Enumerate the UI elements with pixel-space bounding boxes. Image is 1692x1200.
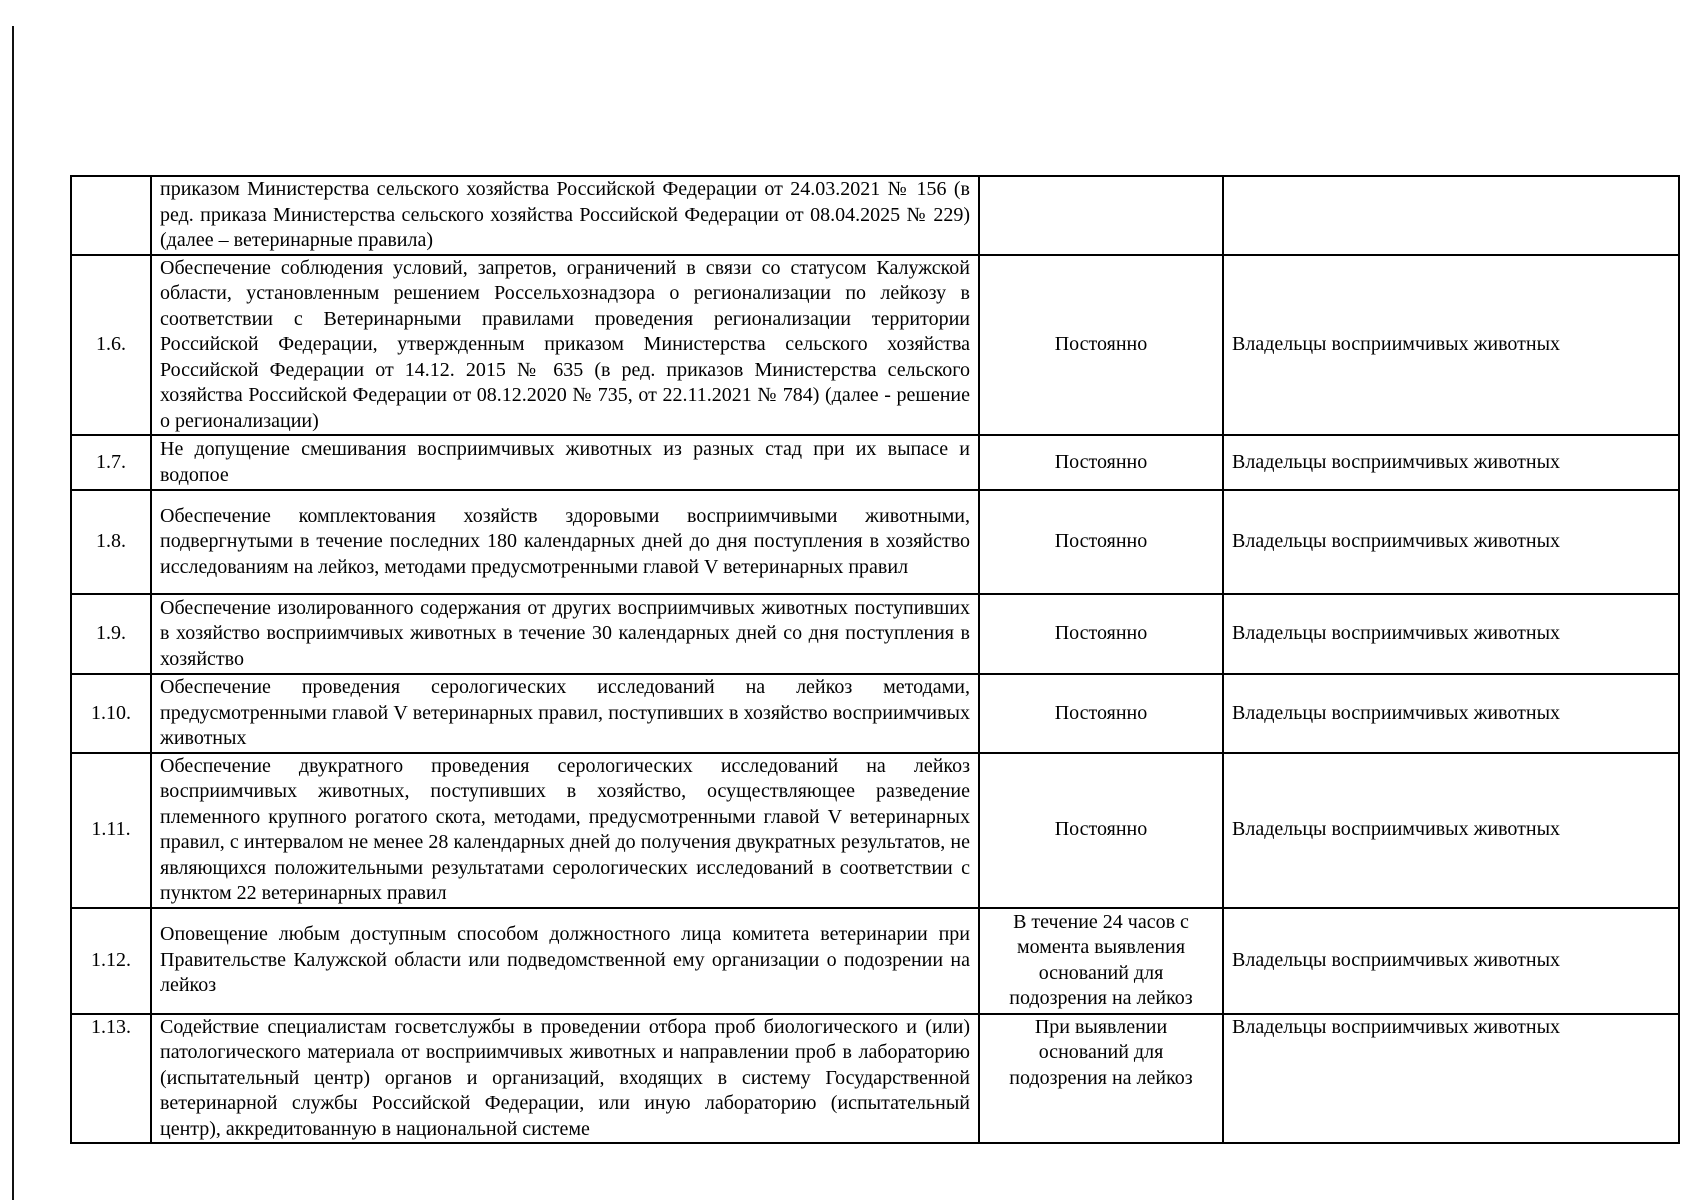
measures-table xyxy=(70,175,1680,1144)
responsible-cell: Владельцы восприимчивых животных xyxy=(1223,435,1679,490)
row-number: 1.8. xyxy=(71,490,151,594)
measure-text: Не допущение смешивания восприимчивых животных из разных стад при их выпасе и водопое xyxy=(151,435,979,490)
deadline-cell: Постоянно xyxy=(979,255,1223,436)
responsible-cell: Владельцы восприимчивых животных xyxy=(1223,908,1679,1014)
deadline-cell: Постоянно xyxy=(979,435,1223,490)
row-number: 1.6. xyxy=(71,255,151,436)
measure-text: Содействие специалистам госветслужбы в проведении отбора проб биологического и (или) патологического материала от восприимчивых животных и направлении проб в лабораторию (испытательный центр) органов и организаций, входящих в систему Государственной ветеринарной службы Российской Федерации, или иную лабораторию (испытательный центр), аккредитованную в национальной системе xyxy=(151,1014,979,1144)
measure-text: Обеспечение изолированного содержания от других восприимчивых животных поступивших в хозяйство восприимчивых животных в течение 30 календарных дней со дня поступления в хозяйство xyxy=(151,594,979,674)
row-number: 1.11. xyxy=(71,753,151,908)
deadline-cell: В течение 24 часов с момента выявления оснований для подозрения на лейкоз xyxy=(979,908,1223,1014)
table-row-continuation xyxy=(71,176,1679,255)
measure-text: Оповещение любым доступным способом должностного лица комитета ветеринарии при Правительстве Калужской области или подведомственной ему организации о подозрении на лейкоз xyxy=(151,908,979,1014)
scan-margin-line xyxy=(12,26,14,1200)
table-row-1-7 xyxy=(71,435,1679,490)
measure-text: Обеспечение проведения серологических исследований на лейкоз методами, предусмотренными главой V ветеринарных правил, поступивших в хозяйство восприимчивых животных xyxy=(151,674,979,753)
row-number: 1.13. xyxy=(71,1014,151,1144)
responsible-cell: Владельцы восприимчивых животных xyxy=(1223,594,1679,674)
deadline-cell: Постоянно xyxy=(979,490,1223,594)
table-row-1-9 xyxy=(71,594,1679,674)
table-row-1-12 xyxy=(71,908,1679,1014)
responsible-cell: Владельцы восприимчивых животных xyxy=(1223,753,1679,908)
row-number: 1.10. xyxy=(71,674,151,753)
measure-text: приказом Министерства сельского хозяйства Российской Федерации от 24.03.2021 № 156 (в ред. приказа Министерства сельского хозяйства Российской Федерации от 08.04.2025 № 229) (далее – ветеринарные правила) xyxy=(151,176,979,255)
row-number: 1.12. xyxy=(71,908,151,1014)
measure-text: Обеспечение соблюдения условий, запретов, ограничений в связи со статусом Калужской области, установленным решением Россельхознадзора о регионализации по лейкозу в соответствии с Ветеринарными правилами проведения регионализации территории Российской Федерации, утвержденным приказом Министерства сельского хозяйства Российской Федерации от 14.12. 2015 № 635 (в ред. приказов Министерства сельского хозяйства Российской Федерации от 08.12.2020 № 735, от 22.11.2021 № 784) (далее - решение о регионализации) xyxy=(151,255,979,436)
row-number: 1.9. xyxy=(71,594,151,674)
table-row-1-11 xyxy=(71,753,1679,908)
table-row-1-6 xyxy=(71,255,1679,436)
deadline-cell: Постоянно xyxy=(979,594,1223,674)
responsible-cell xyxy=(1223,176,1679,255)
row-number: 1.7. xyxy=(71,435,151,490)
deadline-cell: При выявлении оснований для подозрения на лейкоз xyxy=(979,1014,1223,1144)
deadline-cell xyxy=(979,176,1223,255)
responsible-cell: Владельцы восприимчивых животных xyxy=(1223,490,1679,594)
measure-text: Обеспечение двукратного проведения серологических исследований на лейкоз восприимчивых животных, поступивших в хозяйство, осуществляющее разведение племенного крупного рогатого скота, методами, предусмотренными главой V ветеринарных правил, с интервалом не менее 28 календарных дней до получения двукратных результатов, не являющихся положительными результатами серологических исследований в соответствии с пунктом 22 ветеринарных правил xyxy=(151,753,979,908)
responsible-cell: Владельцы восприимчивых животных xyxy=(1223,255,1679,436)
deadline-cell: Постоянно xyxy=(979,674,1223,753)
deadline-cell: Постоянно xyxy=(979,753,1223,908)
measure-text: Обеспечение комплектования хозяйств здоровыми восприимчивыми животными, подвергнутыми в течение последних 180 календарных дней до дня поступления в хозяйство исследованиям на лейкоз, методами предусмотренными главой V ветеринарных правил xyxy=(151,490,979,594)
responsible-cell: Владельцы восприимчивых животных xyxy=(1223,674,1679,753)
responsible-cell: Владельцы восприимчивых животных xyxy=(1223,1014,1679,1144)
table-row-1-8 xyxy=(71,490,1679,594)
table-row-1-13 xyxy=(71,1014,1679,1144)
table-row-1-10 xyxy=(71,674,1679,753)
row-number xyxy=(71,176,151,255)
